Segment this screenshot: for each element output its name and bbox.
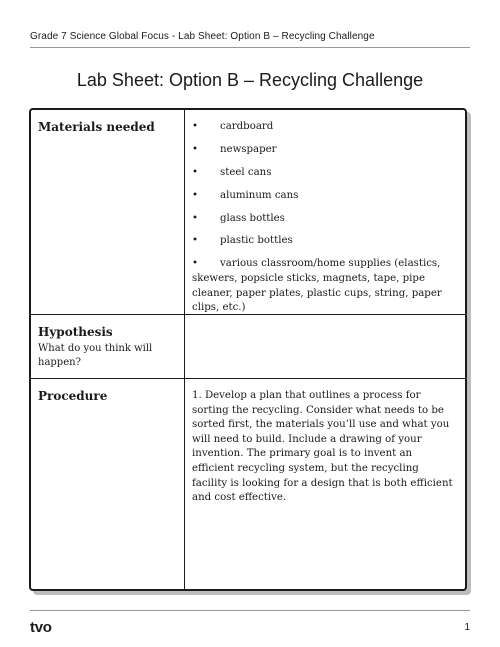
hypothesis-label: Hypothesis xyxy=(38,325,113,339)
list-item: • cardboard xyxy=(192,120,457,135)
procedure-label-cell xyxy=(31,379,185,589)
bullet-icon: • xyxy=(192,212,199,224)
footer-divider xyxy=(30,610,470,611)
list-item: • various classroom/home supplies (elastics, skewers, popsicle sticks, magnets, tape, pipe cleaner, paper plates, plastic cups, string, paper clips, etc.) xyxy=(192,258,442,314)
hypothesis-prompt: What do you think will happen? xyxy=(38,343,153,368)
tvo-logo: tvo xyxy=(30,619,52,636)
materials-content-cell xyxy=(185,110,465,314)
procedure-row xyxy=(31,379,465,589)
list-item: • aluminum cans xyxy=(192,189,457,204)
materials-label-cell xyxy=(31,110,185,314)
list-item: • plastic bottles xyxy=(192,234,457,249)
materials-row xyxy=(31,110,465,315)
bullet-icon: • xyxy=(192,258,199,270)
bullet-icon: • xyxy=(192,143,199,155)
lab-sheet-table xyxy=(29,108,467,591)
list-item: • newspaper xyxy=(192,143,457,158)
header-divider xyxy=(30,47,470,48)
list-item: • glass bottles xyxy=(192,212,457,227)
bullet-icon: • xyxy=(192,121,199,132)
hypothesis-answer-field[interactable] xyxy=(185,315,465,378)
materials-list xyxy=(192,120,457,316)
hypothesis-row xyxy=(31,315,465,379)
list-item: • steel cans xyxy=(192,166,457,181)
bullet-icon: • xyxy=(192,189,199,201)
bullet-icon: • xyxy=(192,166,199,178)
procedure-content-cell xyxy=(185,379,465,589)
procedure-text: 1. Develop a plan that outlines a process for sorting the recycling. Consider what needs to be sorted first, the materials you’ll use and what you will need to build. Include a drawing of your invention. The primary goal is to invent an efficient recycling system, but the recycling facility is looking for a design that is both efficient and cost effective. xyxy=(192,390,453,504)
materials-label: Materials needed xyxy=(38,120,155,134)
page-title: Lab Sheet: Option B – Recycling Challenge xyxy=(76,70,424,90)
bullet-icon: • xyxy=(192,235,199,247)
hypothesis-label-cell xyxy=(31,315,185,378)
running-header: Grade 7 Science Global Focus - Lab Sheet: Option B – Recycling Challenge xyxy=(30,31,375,42)
page-number: 1 xyxy=(464,622,470,633)
procedure-label: Procedure xyxy=(38,389,108,403)
